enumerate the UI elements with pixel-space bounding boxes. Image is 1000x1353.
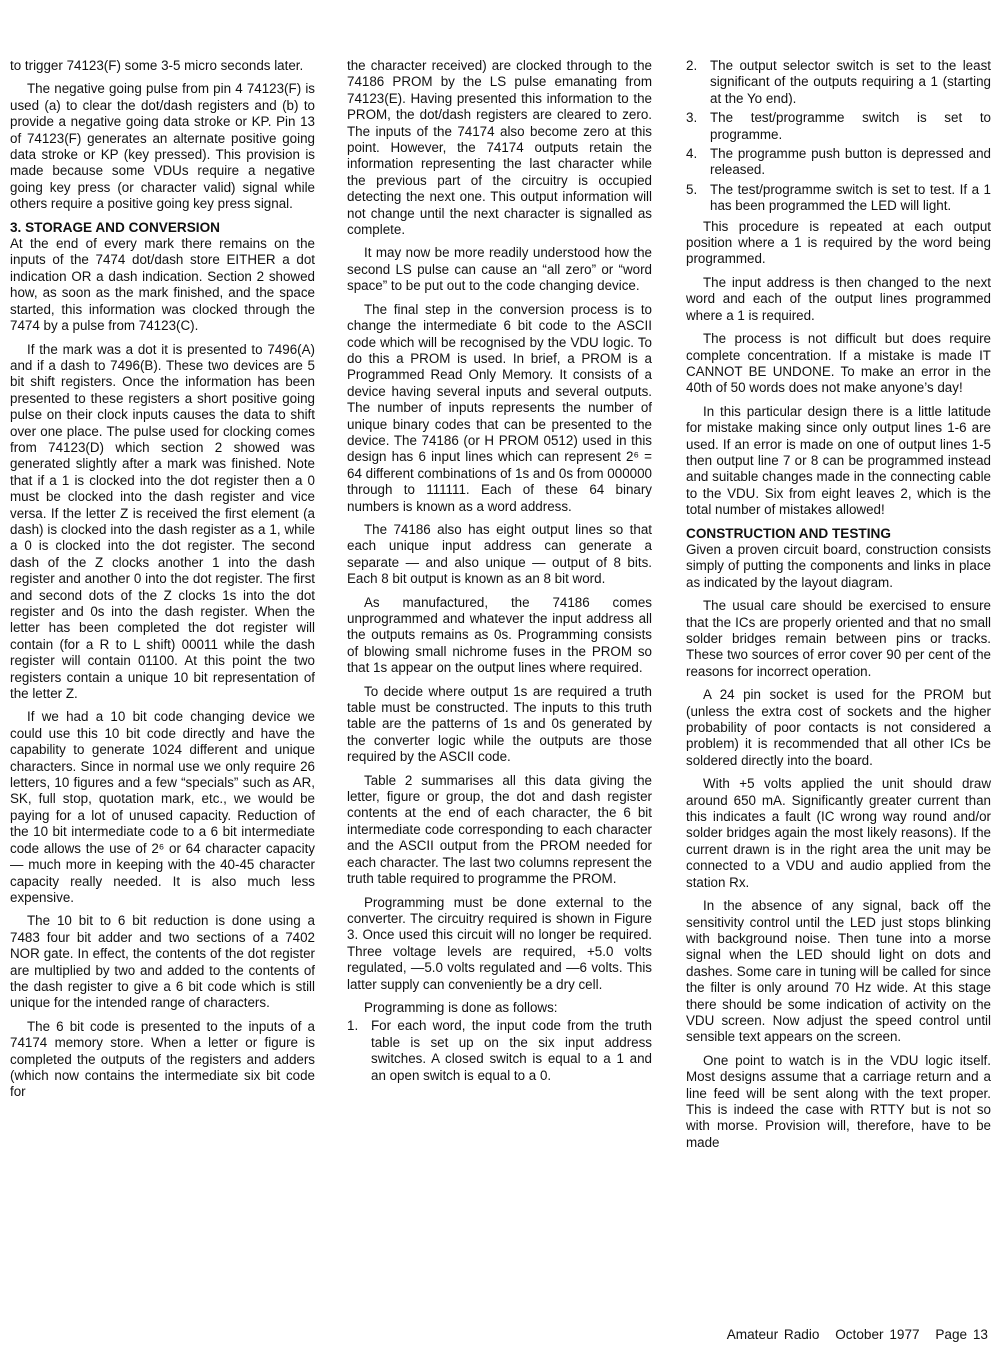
list-item — [686, 58, 991, 107]
paragraph: It may now be more readily understood how the second LS pulse can cause an “all zero” or “word space” to be put out to the code changing device. — [347, 245, 652, 294]
section-heading: CONSTRUCTION AND TESTING — [686, 525, 891, 541]
paragraph: Programming must be done external to the converter. The circuitry required is shown in Figure 3. Once used this circuit will no longer be required. Three voltage levels are required, +5.0 volts regulated, —5.0 volts regulated and —6 volts. This latter supply can conveniently be a dry cell. — [347, 894, 652, 992]
paragraph: A 24 pin socket is used for the PROM but (unless the extra cost of sockets and the higher probability of poor contacts is not considered a problem) it is recommended that all other ICs be soldered directly into the board. — [686, 687, 991, 768]
paragraph: With +5 volts applied the unit should draw around 650 mA. Significantly greater current than this indicates a fault (IC wrong way round and/or solder bridges again the most likely reasons). If the current drawn is in the right area the unit may be connected to a VDU and audio applied from the station Rx. — [686, 776, 991, 890]
paragraph: Table 2 summarises all this data giving the letter, figure or group, the dot and dash register contents at the end of each character, the 6 bit intermediate code corresponding to each character and the ASCII output from the PROM needed for each character. The last two columns represent the truth table required to programme the PROM. — [347, 772, 652, 887]
paragraph: If we had a 10 bit code changing device we could use this 10 bit code directly and have the capability to generate 1024 different and unique characters. Since in normal use we only require 26 letters, 10 figures and a few “specials” such as AR, SK, full stop, quotation mark, etc., we would be paying for a lot of unused capacity. Reduction of the 10 bit intermediate code to a 6 bit intermediate code allows the use of 2⁶ or 64 character capacity — much more in keeping with the 40-45 character capacity really needed. It is also much less expensive. — [10, 709, 315, 905]
list-item-text: For each word, the input code from the truth table is set up on the six input address switches. A closed switch is equal to a 1 and an open switch is equal to a 0. — [371, 1018, 652, 1083]
paragraph: The 74186 also has eight output lines so that each unique input address can generate a separate — and also unique — output of 8 bits. Each 8 bit output is known as an 8 bit word. — [347, 521, 652, 587]
paragraph: At the end of every mark there remains on the inputs of the 7474 dot/dash store EITHER a dot indication OR a dash indication. Section 2 showed how, as soon as the mark finished, and the space started, this information was clocked through the 7474 by a pulse from 74123(C). — [10, 236, 315, 334]
paragraph: the character received) are clocked through to the 74186 PROM by the LS pulse emanating from 74123(E). Having presented this information to the PROM, the dot/dash registers are cleared to zero. The inputs of the 74174 also become zero at this point. However, the 74174 outputs retain the information representing the last character while the previous part of the circuitry is occupied detecting the next one. This output information will not change until the next character is signalled as complete. — [347, 58, 652, 238]
paragraph: In the absence of any signal, back off the sensitivity control until the LED just stops blinking with background noise. Then tune into a morse signal when the LED should light on dots and dashes. Some care in tuning will be called for since the filter is only around 70 Hz wide. At this stage there should be some indication of activity on the VDU screen. Now adjust the speed control until sensible text appears on the screen. — [686, 898, 991, 1045]
footer-issue: October 1977 — [835, 1327, 920, 1342]
page-footer — [717, 1327, 988, 1342]
paragraph: to trigger 74123(F) some 3-5 micro seconds later. — [10, 58, 304, 73]
paragraph: Given a proven circuit board, construction consists simply of putting the components and links in place as indicated by the layout diagram. — [686, 541, 991, 590]
list-item-number: 3. — [686, 110, 698, 126]
paragraph: The usual care should be exercised to ensure that the ICs are properly oriented and that no small solder bridges remain between pins or tracks. These two sources of error cover 90 per cent of the reasons for incorrect operation. — [686, 598, 991, 679]
text-column-1 — [10, 58, 315, 1108]
section-heading: 3. STORAGE AND CONVERSION — [10, 219, 220, 235]
paragraph: The 10 bit to 6 bit reduction is done using a 7483 four bit adder and two sections of a 7402 NOR gate. In effect, the contents of the dot register are multiplied by two and added to the contents of the dash register to give a 6 bit code which is still unique for the intended range of characters. — [10, 913, 315, 1011]
list-item — [686, 146, 991, 179]
paragraph: To decide where output 1s are required a truth table must be constructed. The inputs to this truth table are the patterns of 1s and 0s generated by the converter logic while the outputs are those required by the ASCII code. — [347, 683, 652, 765]
paragraph: One point to watch is in the VDU logic itself. Most designs assume that a carriage return and a line feed will be sent along with the text proper. This is indeed the case with RTTY but is not so with morse. Provision will, therefore, have to be made — [686, 1052, 991, 1150]
list-item-text: The test/programme switch is set to programme. — [710, 110, 991, 142]
list-item-text: The output selector switch is set to the least significant of the outputs requiring a 1 (starting at the Yo end). — [710, 58, 991, 106]
paragraph: The negative going pulse from pin 4 74123(F) is used (a) to clear the dot/dash registers and (b) to provide a negative going data stroke or KP. Pin 13 of 74123(F) generates an alternate positive going data stroke or KP (key pressed). This provision is made because some VDUs require a negative going key press (or character valid) signal while others require a positive going key press signal. — [10, 81, 315, 212]
paragraph: This procedure is repeated at each output position where a 1 is required by the word being programmed. — [686, 218, 991, 267]
paragraph: The input address is then changed to the next word and each of the output lines programmed where a 1 is required. — [686, 274, 991, 323]
footer-publication: Amateur Radio — [726, 1327, 820, 1342]
list-item — [686, 110, 991, 143]
numbered-list — [686, 58, 991, 215]
list-item-number: 2. — [686, 58, 698, 73]
list-item — [686, 182, 991, 215]
text-column-2 — [347, 58, 652, 1088]
paragraph: If the mark was a dot it is presented to 7496(A) and if a dash to 7496(B). These two devices are 5 bit shift registers. Once the information has been presented to these registers a short positive going pulse on their clock inputs causes the data to shift over one place. The pulse used for clocking comes from 74123(D) which section 2 showed was generated slightly after a mark was finished. Note that if a 1 is clocked into the dot register then a 0 must be clocked into the dash register and vice versa. If the letter Z is received the first element (a dash) is clocked into the dash register as a 1, while a 0 is clocked into the dot register. The second dash of the Z clocks another 1 into the dash register and another 0 into the dot register. The first and second dots of the Z clocks 1s into the dot register and 0s into the dash register. When the letter has been completed the dot register will contain (for a R to L shift) 00011 while the dash register will contain 01100. At this point the two registers contain a unique 10 bit representation of the letter Z. — [10, 341, 315, 702]
paragraph: Programming is done as follows: — [364, 999, 558, 1015]
list-item-number: 4. — [686, 146, 698, 162]
text-column-3 — [686, 58, 991, 1158]
footer-page-number: Page 13 — [935, 1327, 988, 1342]
list-item-text: The programme push button is depressed and released. — [710, 146, 991, 178]
paragraph: The process is not difficult but does require complete concentration. If a mistake is made IT CANNOT BE UNDONE. To make an error in the 40th of 50 words does not make anyone’s day! — [686, 331, 991, 396]
list-item-number: 5. — [686, 181, 698, 197]
paragraph: The final step in the conversion process is to change the intermediate 6 bit code to the ASCII code which will be recognised by the VDU logic. To do this a PROM is used. In brief, a PROM is a Programmed Read Only Memory. It consists of a device having several inputs and several outputs. The number of inputs represents the number of unique binary codes that can be presented to the device. The 74186 (or H PROM 0512) used in this design has 6 input lines which can represent 2⁶ = 64 different combinations of 1s and 0s from 000000 through to 111111. Each of these 64 binary numbers is known as a word address. — [347, 301, 652, 514]
paragraph: The 6 bit code is presented to the inputs of a 74174 memory store. When a letter or figure is completed the outputs of the registers and adders (which now contains the intermediate six bit code for — [10, 1018, 315, 1100]
numbered-list — [347, 1018, 652, 1084]
list-item-text: The test/programme switch is set to test. If a 1 has been programmed the LED will light. — [710, 181, 991, 214]
paragraph: In this particular design there is a little latitude for mistake making since only output lines 1-6 are used. If an error is made on one of output lines 1-5 then output line 7 or 8 can be programmed instead and suitable changes made in the connecting cable to the VDU. Six from eight leaves 2, which is the total number of mistakes allowed! — [686, 403, 991, 518]
paragraph: As manufactured, the 74186 comes unprogrammed and whatever the input address all the outputs remains as 0s. Programming consists of blowing small nichrome fuses in the PROM so that 1s appear on the output lines where required. — [347, 594, 652, 676]
list-item — [347, 1018, 652, 1084]
list-item-number: 1. — [347, 1018, 359, 1034]
